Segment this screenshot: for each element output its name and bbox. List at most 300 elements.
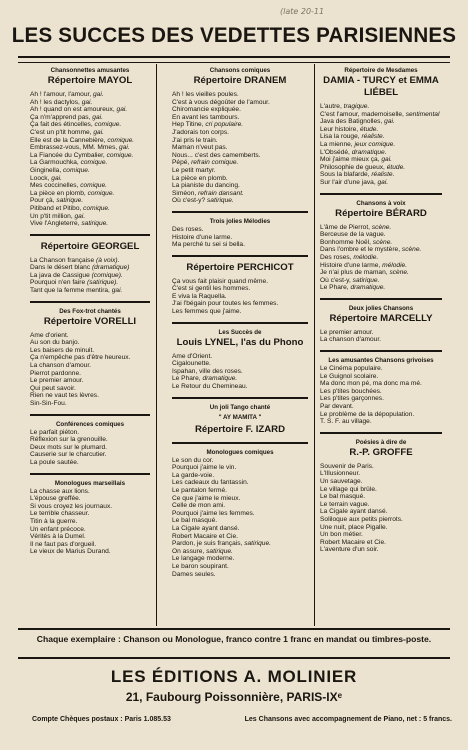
song-title: Ma donc mon pé, ma donc ma mé. [320, 380, 422, 388]
song-genre: satirique. [206, 197, 234, 205]
song-genre: gai. [93, 128, 105, 136]
song-title: L'épouse greffée. [30, 495, 81, 503]
repertoire-section [30, 480, 150, 556]
footer-rule-mid [18, 657, 450, 659]
song-item [320, 329, 442, 337]
song-genre: satirique. [352, 276, 380, 284]
song-title: Elle est de la Cannebière, [30, 136, 106, 144]
song-item [172, 99, 308, 107]
song-title: Pourquoi n'en faire [30, 279, 86, 287]
repertoire-section [172, 329, 308, 391]
repertoire-section [320, 305, 442, 344]
song-title: Le premier amour. [30, 377, 84, 385]
section-divider [30, 301, 150, 303]
song-genre: comique. [63, 166, 90, 174]
section-heading: Répertoire MARCELLY [329, 312, 433, 324]
song-title: Ah ! les dactylos, [30, 98, 80, 106]
song-title: Le terrain vague. [320, 500, 370, 508]
song-genre: gai. [111, 287, 123, 295]
song-item [172, 234, 308, 242]
song-title: Sin-Sin-Fou. [30, 400, 67, 407]
song-item [320, 224, 442, 232]
song-title: Tant que la femme mentira, [30, 287, 110, 295]
song-title: La pianiste du dancing. [172, 182, 240, 190]
song-title: Ça n'empêche pas d'être heureux. [30, 354, 131, 362]
song-genre: satirique. [244, 540, 271, 548]
song-item [320, 231, 442, 239]
song-item [172, 555, 308, 563]
song-title: Philosophie de gueux, [320, 163, 385, 171]
song-title: Le premier amour. [320, 328, 374, 336]
song-item [320, 524, 442, 532]
song-title: En avant les tambours. [172, 113, 240, 121]
song-title: L'autre, [320, 103, 342, 110]
song-list [30, 257, 150, 295]
song-genre: cri populaire. [205, 121, 244, 129]
song-genre: comique. [87, 189, 115, 197]
song-item [320, 365, 442, 373]
song-title: Pourquoi j'aime les femmes. [172, 509, 255, 517]
section-subtitle: Les Succès de [218, 328, 262, 336]
song-item [172, 487, 308, 495]
song-item [172, 278, 308, 286]
column-middle [172, 67, 308, 625]
section-divider [172, 211, 308, 213]
column-left [30, 67, 150, 625]
song-item [172, 457, 308, 465]
song-genre: gai. [116, 106, 128, 114]
song-item [320, 126, 442, 134]
song-item [320, 373, 442, 381]
section-heading: R.-P. GROFFE [349, 446, 413, 458]
song-genre: étude. [386, 163, 406, 171]
song-title: Des roses. [172, 225, 204, 233]
song-item [172, 548, 308, 556]
song-item [30, 167, 150, 175]
section-divider [172, 255, 308, 257]
song-list [172, 226, 308, 249]
song-item [172, 308, 308, 316]
song-title: La Cigale ayant dansé. [320, 508, 388, 516]
song-list [320, 103, 442, 187]
column-divider-right [314, 64, 315, 626]
song-genre: satirique. [206, 547, 233, 555]
song-item [172, 479, 308, 487]
song-title: Moi j'aime mieux ça, [320, 156, 380, 164]
song-item [30, 503, 150, 511]
song-item [30, 385, 150, 393]
song-item [30, 362, 150, 370]
song-item [172, 241, 308, 249]
song-title: J'ai l'bégain pour toutes les femmes. [172, 300, 279, 308]
repertoire-section [30, 67, 150, 228]
song-item [172, 175, 308, 183]
song-list [320, 463, 442, 554]
song-genre: (satirique). [87, 279, 119, 287]
song-item [320, 118, 442, 126]
top-rule-thin [18, 62, 450, 63]
section-heading: Louis LYNEL, l'as du Phono [176, 336, 304, 348]
song-item [30, 220, 150, 228]
song-title: Ah ! les vieilles poules. [172, 91, 239, 98]
song-title: La chasse aux lions. [30, 487, 90, 495]
section-divider [320, 298, 442, 300]
piano-price-note: Les Chansons avec accompagnement de Piano, net : 5 francs. [244, 716, 452, 723]
song-title: Réflexion sur la grenouille. [30, 436, 108, 444]
song-title: La chanson d'amour. [30, 362, 92, 370]
song-title: La chanson d'amour. [320, 336, 382, 344]
section-heading: Répertoire MAYOL [47, 75, 133, 86]
section-divider [172, 397, 308, 399]
song-title: Il ne faut pas d'orgueil. [30, 540, 97, 548]
song-title: Les p'tites garçonnes. [320, 395, 384, 403]
song-list [30, 91, 150, 228]
song-item [320, 111, 442, 119]
section-divider [30, 473, 150, 475]
song-title: Un enfant précoce. [30, 525, 86, 533]
song-title: La pièce en plomb, [30, 189, 86, 197]
song-item [30, 257, 150, 265]
section-heading: Répertoire DRANEM [193, 75, 287, 86]
song-item [320, 388, 442, 396]
song-title: Le baron soupirant. [172, 562, 229, 570]
song-title: C'est un p'tit homme, [30, 128, 92, 136]
section-heading: Répertoire GEORGEL [40, 240, 140, 252]
song-item [30, 339, 150, 347]
song-title: Le problème de la dépopulation. [320, 410, 415, 418]
song-item [30, 332, 150, 340]
repertoire-section [172, 449, 308, 579]
song-item [320, 508, 442, 516]
song-title: Une nuit, place Pigalle. [320, 523, 388, 531]
song-item [320, 539, 442, 547]
song-title: Nous... c'est des camemberts. [172, 151, 261, 159]
song-title: Le langage moderne. [172, 555, 235, 563]
song-title: Souvenir de Paris. [320, 462, 374, 470]
song-genre: scène. [372, 238, 393, 246]
song-title: C'est l'amour, mademoiselle, [320, 110, 404, 118]
song-item [172, 285, 308, 293]
song-genre: gai. [93, 91, 104, 98]
song-title: Le Phare, [320, 284, 349, 292]
song-item [320, 546, 442, 554]
section-subtitle: Deux jolies Chansons [348, 304, 414, 312]
song-item [172, 190, 308, 198]
song-title: Ça n'm'apprend pas, [30, 113, 91, 121]
song-item [172, 106, 308, 114]
song-genre: gai. [92, 113, 103, 121]
song-item [30, 159, 150, 167]
song-title: Maman n'veut pas. [172, 144, 228, 152]
song-title: C'est si gentil les hommes. [172, 285, 251, 293]
song-title: J'adorais ton corps. [172, 128, 229, 136]
song-genre: gai. [51, 174, 62, 182]
song-item [30, 205, 150, 213]
song-title: Ame d'Orient. [172, 352, 213, 360]
song-item [320, 516, 442, 524]
song-title: E viva la Raquella. [172, 292, 227, 300]
page-title: LES SUCCES DES VEDETTES PARISIENNES [11, 24, 457, 47]
song-title: Vive l'Angleterre, [30, 220, 80, 228]
repertoire-section [30, 308, 150, 408]
song-title: Dans l'ombre et le mystère, [320, 246, 401, 254]
song-title: Qui peut savoir. [30, 384, 76, 392]
song-title: L'âme de Pierrot, [320, 223, 371, 231]
song-genre: refrain comique. [191, 159, 239, 167]
footer-rule-top [18, 628, 450, 630]
song-genre: comique. [80, 182, 107, 190]
song-title: Titin à la guerre. [30, 517, 78, 525]
song-title: Un p'tit million, [30, 212, 73, 220]
song-item [172, 182, 308, 190]
section-heading: Répertoire F. IZARD [194, 423, 286, 435]
song-item [30, 518, 150, 526]
song-genre: gai. [81, 98, 93, 106]
song-item [172, 368, 308, 376]
song-item [320, 179, 442, 187]
song-title: La mienne, [320, 140, 353, 148]
song-item [320, 269, 442, 277]
song-item [320, 246, 442, 254]
song-title: La Garmouchka, [30, 159, 79, 167]
song-title: Robert Macaire et Cie. [320, 538, 386, 546]
song-item [30, 347, 150, 355]
song-item [320, 336, 442, 344]
song-item [30, 436, 150, 444]
song-genre: mélodie. [353, 253, 379, 261]
song-title: La garde-voie. [172, 471, 215, 479]
section-heading: Répertoire VORELLI [43, 315, 137, 327]
song-item [320, 418, 442, 426]
song-title: La poule sautée. [30, 458, 79, 466]
song-item [172, 121, 308, 129]
song-item [172, 197, 308, 205]
song-genre: comique. [80, 159, 108, 167]
song-genre: scène. [401, 246, 422, 254]
section-subtitle-secondary: " AY MAMITA " [218, 413, 262, 421]
song-title: Ça vous fait plaisir quand même. [172, 277, 269, 285]
song-list [172, 457, 308, 579]
song-genre: satirique. [56, 197, 84, 205]
song-item [320, 239, 442, 247]
section-subtitle: Chansons à voix [356, 199, 406, 207]
song-title: Je n'ai plus de maman, [320, 269, 388, 277]
song-title: L'aventure d'un soir. [320, 546, 379, 554]
song-genre: comique. [106, 151, 134, 159]
song-title: Le terrible chasseur. [30, 510, 90, 518]
song-item [320, 141, 442, 149]
song-item [172, 159, 308, 167]
song-title: Histoire d'une larme, [320, 261, 381, 269]
handwritten-note: (late 20-11 [280, 7, 325, 16]
song-title: Hep Titine, [172, 121, 204, 129]
song-title: Lisa la rouge, [320, 133, 360, 141]
column-divider-left [156, 64, 157, 626]
song-list [30, 488, 150, 556]
song-title: Ame d'orient. [30, 331, 69, 339]
song-item [172, 152, 308, 160]
repertoire-section [172, 404, 308, 436]
section-subtitle: Des Fox-trot chantés [59, 307, 121, 315]
song-title: Rien ne vaut tes lèvres. [30, 392, 99, 400]
top-rule [18, 56, 450, 58]
song-title: La java de Cassigue [30, 271, 90, 279]
song-item [30, 451, 150, 459]
song-item [30, 121, 150, 129]
section-heading: Répertoire PERCHICOT [186, 261, 294, 273]
song-title: La Chanson française [30, 256, 95, 264]
song-item [30, 106, 150, 114]
song-list [172, 353, 308, 391]
song-title: T. S. F. au village. [320, 418, 372, 426]
song-title: Pépé, [172, 159, 190, 167]
song-genre: étude. [359, 125, 379, 133]
song-item [320, 493, 442, 501]
song-list [320, 329, 442, 344]
song-title: C'est à vous dégoûter de l'amour. [172, 98, 270, 106]
song-item [172, 571, 308, 579]
song-item [320, 470, 442, 478]
song-genre: jeux comique. [354, 140, 396, 148]
song-list [320, 224, 442, 292]
song-item [30, 190, 150, 198]
section-subtitle: Conférences comiques [55, 420, 125, 428]
song-genre: gai. [74, 212, 86, 220]
section-divider [172, 322, 308, 324]
song-genre: réaliste. [361, 133, 385, 141]
song-genre: gai. [384, 118, 395, 126]
song-item [30, 175, 150, 183]
song-item [30, 495, 150, 503]
song-title: Siméon, [172, 189, 197, 197]
song-title: Les cadeaux du fantassin. [172, 479, 249, 487]
song-title: Ispahan, ville des roses. [172, 367, 243, 375]
song-title: Mes coccinelles, [30, 182, 79, 190]
song-item [30, 392, 150, 400]
song-item [172, 472, 308, 480]
section-subtitle: Chansons comiques [209, 67, 271, 74]
song-item [320, 486, 442, 494]
song-item [320, 531, 442, 539]
song-genre: dramatique. [351, 148, 387, 156]
song-item [172, 517, 308, 525]
song-item [172, 293, 308, 301]
song-item [320, 463, 442, 471]
song-item [30, 129, 150, 137]
song-title: Par devant. [320, 403, 354, 411]
song-title: Le son du cor. [172, 456, 214, 464]
song-title: La Fiancée du Cymbalier, [30, 151, 105, 159]
song-item [30, 264, 150, 272]
song-title: Les p'tites bouchées. [320, 387, 382, 395]
song-title: L'Illusionneur. [320, 470, 361, 478]
song-title: Berceuse de la vague. [320, 231, 386, 239]
section-subtitle: Les amusantes Chansons grivoises [328, 357, 434, 365]
song-item [30, 137, 150, 145]
song-title: Sur l'air d'une java, [320, 178, 376, 186]
song-item [30, 526, 150, 534]
song-title: Histoire d'une larme. [172, 233, 233, 241]
song-title: Un bon métier. [320, 531, 363, 539]
song-item [30, 444, 150, 452]
song-genre: dramatique. [202, 375, 238, 383]
song-item [172, 375, 308, 383]
song-list [320, 365, 442, 426]
repertoire-section [30, 241, 150, 295]
song-genre: satirique. [81, 220, 109, 228]
song-title: Celle de mon ami. [172, 502, 226, 510]
song-item [30, 533, 150, 541]
song-title: Le village qui brûle. [320, 485, 377, 493]
song-genre: gai. [381, 156, 393, 164]
song-item [320, 171, 442, 179]
song-genre: réaliste. [371, 171, 395, 179]
song-item [30, 429, 150, 437]
song-title: Vérités à la Dumel. [30, 533, 86, 541]
price-notice: Chaque exemplaire : Chanson ou Monologue, franco contre 1 franc en mandat ou timbres-poste. [36, 634, 432, 644]
song-item [172, 360, 308, 368]
song-genre: tragique. [343, 103, 370, 110]
song-item [172, 533, 308, 541]
song-item [172, 540, 308, 548]
song-title: Les femmes que j'aime. [172, 308, 242, 316]
song-title: On assure, [172, 547, 205, 555]
song-item [320, 262, 442, 270]
song-item [172, 137, 308, 145]
section-heading: Répertoire BÉRARD [335, 207, 427, 219]
song-item [320, 501, 442, 509]
song-item [320, 149, 442, 157]
song-item [172, 525, 308, 533]
song-title: Des roses, [320, 253, 352, 261]
song-item [172, 300, 308, 308]
song-item [320, 133, 442, 141]
song-item [320, 284, 442, 292]
song-title: Le petit martyr. [172, 166, 216, 174]
repertoire-section [172, 67, 308, 205]
song-title: Le bal masqué. [172, 517, 218, 525]
repertoire-section [320, 357, 442, 426]
song-title: Les baisers de minuit. [30, 346, 95, 354]
song-item [172, 144, 308, 152]
song-item [172, 167, 308, 175]
song-item [30, 272, 150, 280]
song-title: Le bal masqué. [320, 493, 366, 501]
song-item [30, 99, 150, 107]
song-genre: comique. [94, 121, 122, 129]
song-genre: refrain dansant. [198, 189, 244, 197]
song-title: Cigalounette. [172, 360, 211, 368]
song-title: Où c'est-y? [172, 197, 206, 205]
song-genre: sentimental [405, 110, 440, 118]
song-title: Dames seules. [172, 570, 216, 578]
song-item [320, 380, 442, 388]
repertoire-section [30, 421, 150, 467]
song-item [30, 182, 150, 190]
repertoire-section [320, 200, 442, 292]
song-item [320, 164, 442, 172]
song-genre: gai. [119, 144, 130, 152]
song-item [30, 279, 150, 287]
publisher-address: 21, Faubourg Poissonnière, PARIS-IXᵉ [125, 690, 343, 704]
song-title: Ma perché tu sei si bella. [172, 241, 245, 249]
song-title: Le parfait piéton. [30, 428, 80, 436]
song-item [320, 277, 442, 285]
song-title: Robert Macaire et Cie. [172, 532, 238, 540]
song-item [30, 459, 150, 467]
song-title: Ce que j'aime le mieux. [172, 494, 241, 502]
section-subtitle: Répertoire de Mesdames [344, 67, 418, 74]
